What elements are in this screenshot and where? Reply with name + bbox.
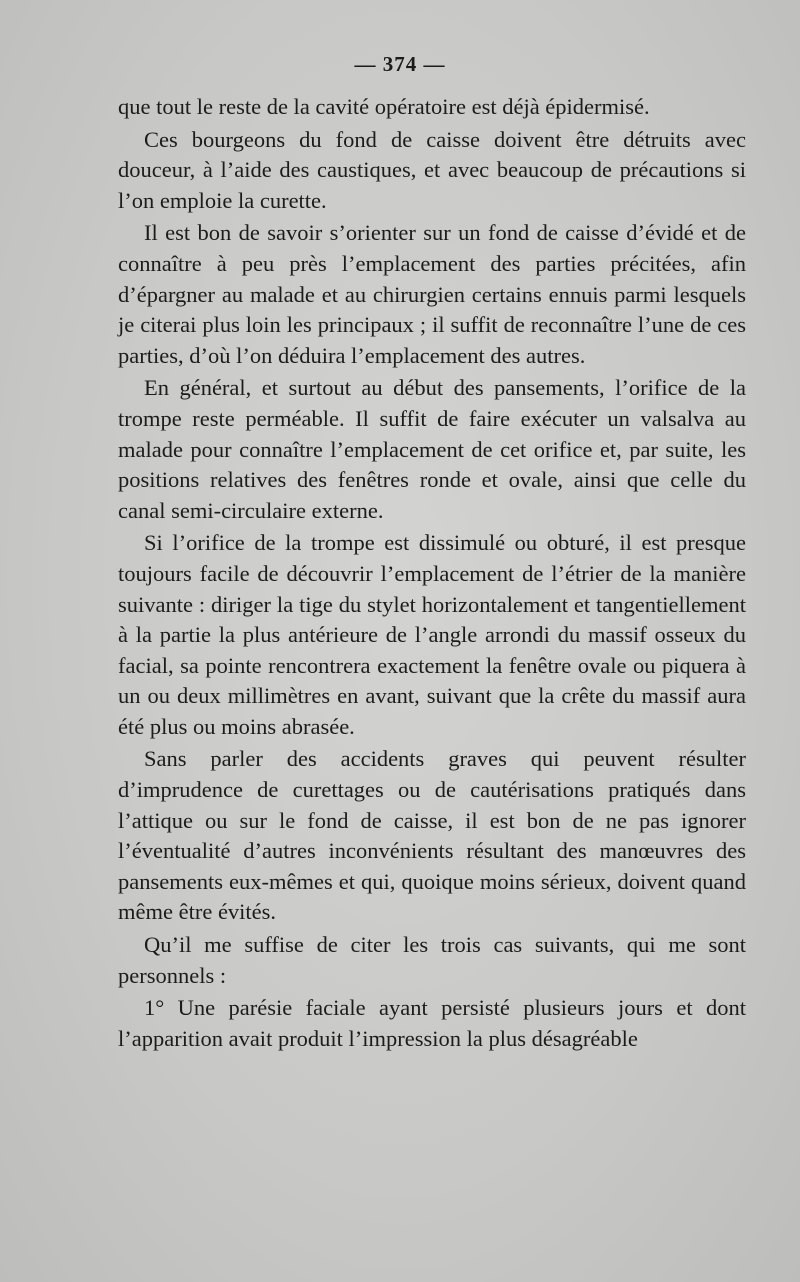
paragraph-1: que tout le reste de la cavité opératoire est déjà épidermisé. bbox=[118, 94, 650, 119]
paragraph-3: Il est bon de savoir s’orienter sur un fond de caisse d’évidé et de connaître à peu près l’emplacement des parties précitées, afin d’épargner au malade et au chirurgien certains ennuis parmi lesquels je citerai plus loin les principaux ; il suffit de reconnaître l’une de ces parties, d’où l’on déduira l’emplacement des autres. bbox=[118, 220, 746, 368]
paragraph-5: Si l’orifice de la trompe est dissimulé ou obturé, il est presque toujours facile de découvrir l’emplacement de l’étrier de la manière suivante : diriger la tige du stylet horizontalement et tangentiellement à la partie la plus antérieure de l’angle arrondi du massif osseux du facial, sa pointe rencontrera exactement la fenêtre ovale ou piquera à un ou deux millimètres en avant, suivant que la crête du massif aura été plus ou moins abrasée. bbox=[118, 530, 746, 739]
paragraph-8: 1° Une parésie faciale ayant persisté plusieurs jours et dont l’apparition avait produit l’impression la plus désagréable bbox=[118, 995, 746, 1051]
body-text bbox=[118, 92, 746, 1054]
paragraph-6: Sans parler des accidents graves qui peuvent résulter d’imprudence de curettages ou de cautérisations pratiqués dans l’attique ou sur le fond de caisse, il est bon de ne pas ignorer l’éventualité d’autres inconvénients résultant des manœuvres des pansements eux-mêmes et qui, quoique moins sérieux, doivent quand même être évités. bbox=[118, 746, 746, 925]
paragraph-7: Qu’il me suffise de citer les trois cas suivants, qui me sont personnels : bbox=[118, 932, 746, 988]
paragraph-4: En général, et surtout au début des pansements, l’orifice de la trompe reste perméable. Il suffit de faire exécuter un valsalva au malade pour connaître l’emplacement de cet orifice et, par suite, les positions relatives des fenêtres ronde et ovale, ainsi que celle du canal semi-circulaire externe. bbox=[118, 375, 746, 523]
paragraph-2: Ces bourgeons du fond de caisse doivent être détruits avec douceur, à l’aide des caustiques, et avec beaucoup de précautions si l’on emploie la curette. bbox=[118, 126, 746, 213]
page-number: — 374 — bbox=[354, 52, 446, 76]
